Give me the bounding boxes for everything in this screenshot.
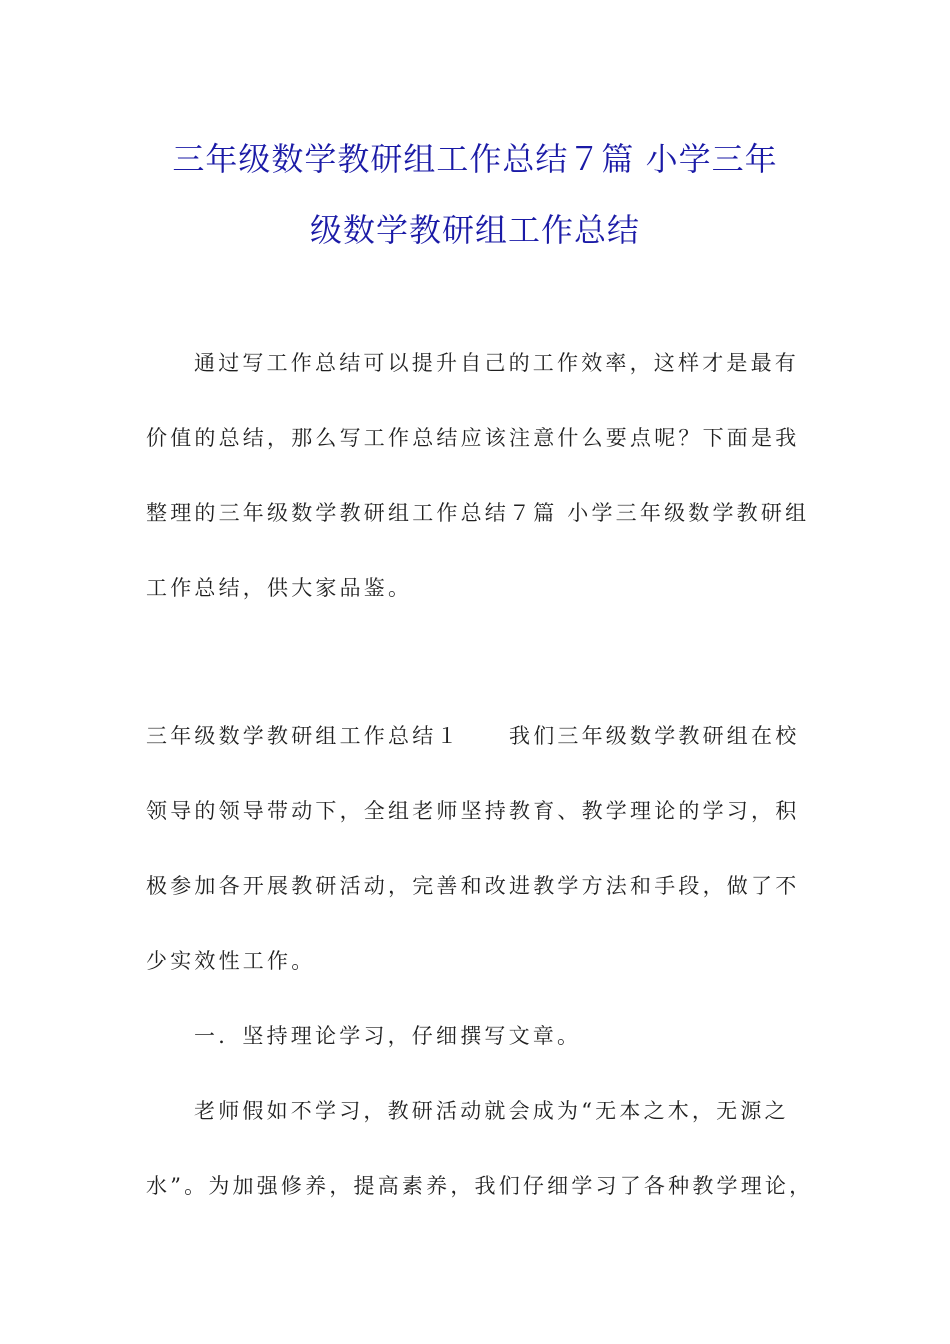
document-title-line-1: 三年级数学教研组工作总结７篇 小学三年 [172,140,778,178]
section1-paragraph-line-2: 水”。为加强修养，提高素养，我们仔细学习了各种教学理论， [146,1174,814,1198]
section1-heading-1: 一．坚持理论学习，仔细撰写文章。 [194,1024,582,1048]
intro-line-3: 整理的三年级数学教研组工作总结７篇 小学三年级数学教研组 [146,501,810,525]
section1-line-3: 极参加各开展教研活动，完善和改进教学方法和手段，做了不 [146,874,800,898]
document-title-line-2: 级数学教研组工作总结 [309,211,640,249]
intro-line-1: 通过写工作总结可以提升自己的工作效率，这样才是最有 [194,351,799,375]
intro-line-4: 工作总结，供大家品鉴。 [146,576,413,600]
section1-line-4: 少实效性工作。 [146,949,316,973]
section1-paragraph-line-1: 老师假如不学习，教研活动就会成为“无本之木，无源之 [194,1099,789,1123]
section1-line-2: 领导的领导带动下，全组老师坚持教育、教学理论的学习，积 [146,799,800,823]
intro-line-2: 价值的总结，那么写工作总结应该注意什么要点呢？下面是我 [146,426,800,450]
section1-line-1: 三年级数学教研组工作总结１ 我们三年级数学教研组在校 [146,724,800,748]
